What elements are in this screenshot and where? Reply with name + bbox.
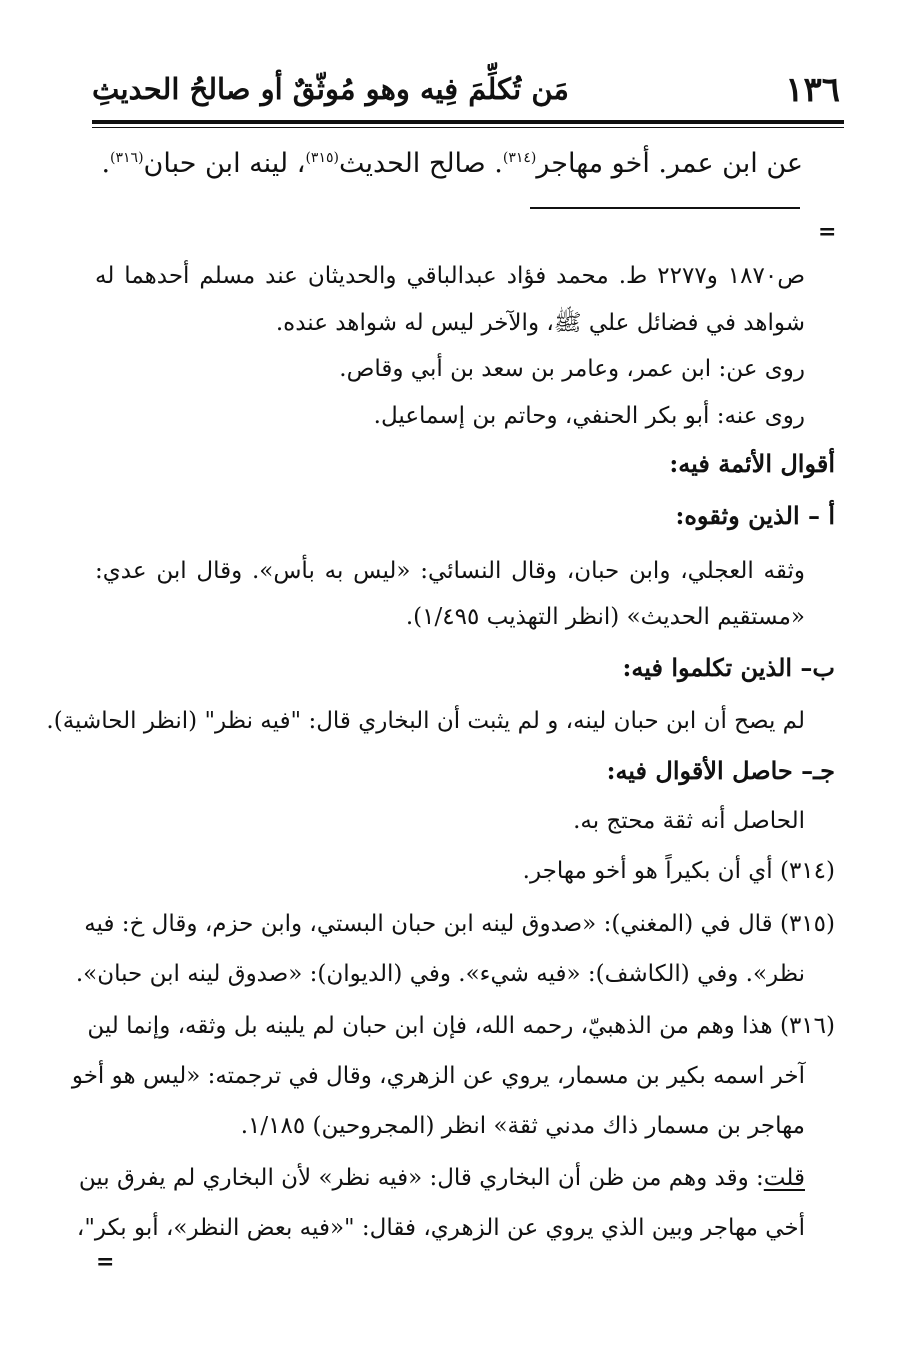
main-text-part2: . صالح الحديث	[338, 148, 503, 179]
note-line: لم يصح أن ابن حبان لينه، و لم يثبت أن البخاري قال: "فيه نظر" (انظر الحاشية).	[46, 708, 805, 734]
main-text-part1: عن ابن عمر. أخو مهاجر	[536, 148, 803, 179]
continuation-mark-top: =	[818, 219, 837, 245]
note-line: وثقه العجلي، وابن حبان، وقال النسائي: «ليس به بأس». وقال ابن عدي:	[95, 558, 805, 584]
footnote-316-line3: مهاجر بن مسمار ذاك مدني ثقة» انظر (المجروحين) ١/١٨٥.	[240, 1113, 805, 1139]
footnote-315-line2: نظر». وفي (الكاشف): «فيه شيء». وفي (الديوان): «صدوق لينه ابن حبان».	[75, 961, 805, 987]
page-number: ١٣٦	[785, 70, 840, 110]
page-header	[92, 68, 844, 118]
main-text-part3: ، لينه ابن حبان	[143, 148, 306, 179]
section-heading-c: جـ– حاصل الأقوال فيه:	[606, 756, 835, 785]
section-heading-a: أ – الذين وثقوه:	[675, 501, 835, 530]
header-rule-thick	[92, 120, 844, 124]
footnote-316-line1: (٣١٦) هذا وهم من الذهبيّ، رحمه الله، فإن ابن حبان لم يلينه بل وثقه، وإنما لين	[87, 1013, 835, 1039]
footnote-315-line1: (٣١٥) قال في (المغني): «صدوق لينه ابن حبان البستي، وابن حزم، وقال خ: فيه	[84, 911, 835, 937]
section-heading-imams: أقوال الأئمة فيه:	[669, 449, 835, 478]
main-text-part4: .	[101, 148, 111, 179]
note-line: الحاصل أنه ثقة محتج به.	[573, 808, 805, 834]
note-line: ص١٨٧٠ و٢٢٧٧ ط. محمد فؤاد عبدالباقي والحديثان عند مسلم أحدهما له	[95, 263, 806, 289]
note-line: «مستقيم الحديث» (انظر التهذيب ١/٤٩٥).	[405, 604, 805, 630]
footnote-ref-315: (٣١٥)	[305, 150, 339, 166]
main-text-line	[101, 148, 803, 180]
qult-label: قلت	[763, 1165, 805, 1191]
note-line: شواهد في فضائل علي ﷺ، والآخر ليس له شواهد عنده.	[275, 310, 805, 336]
note-line: روى عن: ابن عمر، وعامر بن سعد بن أبي وقاص.	[339, 356, 805, 382]
note-last-line: أخي مهاجر وبين الذي يروي عن الزهري، فقال: "«فيه بعض النظر»، أبو بكر"،	[76, 1215, 805, 1241]
continuation-mark-bottom: =	[96, 1249, 115, 1275]
footnote-ref-314: (٣١٤)	[502, 150, 537, 166]
running-title: مَن تُكلِّمَ فِيه وهو مُوثّقٌ أو صالحُ الحديثِ	[92, 72, 569, 106]
footnote-316-line2: آخر اسمه بكير بن مسمار، يروي عن الزهري، وقال في ترجمته: «ليس هو أخو	[71, 1063, 805, 1089]
note-line: روى عنه: أبو بكر الحنفي، وحاتم بن إسماعيل.	[373, 403, 805, 429]
note-qult-line	[78, 1162, 805, 1194]
header-rule-thin	[92, 127, 844, 128]
footnote-314: (٣١٤) أي أن بكيراً هو أخو مهاجر.	[522, 858, 835, 884]
qult-text: : وقد وهم من ظن أن البخاري قال: «فيه نظر» لأن البخاري لم يفرق بين	[78, 1165, 764, 1191]
section-heading-b: ب– الذين تكلموا فيه:	[622, 653, 835, 682]
footnote-separator	[530, 207, 800, 209]
footnote-ref-316: (٣١٦)	[110, 150, 144, 166]
